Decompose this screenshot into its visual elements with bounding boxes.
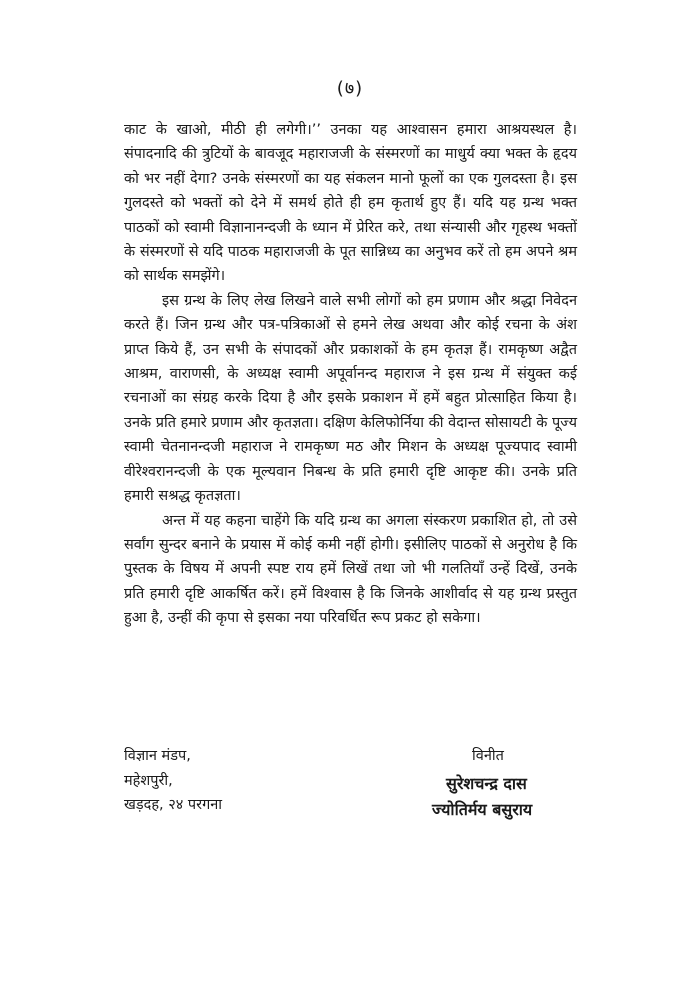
place-line-2: महेशपुरी, xyxy=(124,772,173,789)
place-line-1: विज्ञान मंडप, xyxy=(124,748,191,764)
page-number: (७) xyxy=(336,78,364,99)
body-text xyxy=(124,118,577,631)
paragraph-3: अन्त में यह कहना चाहेंगे कि यदि ग्रन्थ का अगला संस्करण प्रकाशित हो, तो उसे सर्वांग सुन्दर बनाने के प्रयास में कोई कमी नहीं होगी। इसीलिए पाठकों से अनुरोध है कि पुस्तक के विषय में अपनी स्पष्ट राय हमें लिखें तथा जो भी गलतियाँ उन्हें दिखें, उनके प्रति हमारी दृष्टि आकर्षित करें। हमें विश्वास है कि जिनके आशीर्वाद से यह ग्रन्थ प्रस्तुत हुआ है, उन्हीं की कृपा से इसका नया परिवर्धित रूप प्रकट हो सकेगा। xyxy=(124,512,577,627)
paragraph-2: इस ग्रन्थ के लिए लेख लिखने वाले सभी लोगों को हम प्रणाम और श्रद्धा निवेदन करते हैं। जिन ग्रन्थ और पत्र-पत्रिकाओं से हमने लेख अथवा और कोई रचना के अंश प्राप्त किये हैं, उन सभी के संपादकों और प्रकाशकों के हम कृतज्ञ हैं। रामकृष्ण अद्वैत आश्रम, वाराणसी, के अध्यक्ष स्वामी अपूर्वानन्द महाराज ने इस ग्रन्थ में संयुक्त कई रचनाओं का संग्रह करके दिया है और इसके प्रकाशन में हमें बहुत प्रोत्साहित किया है। उनके प्रति हमारे प्रणाम और कृतज्ञता। दक्षिण केलिफोर्निया की वेदान्त सोसायटी के पूज्य स्वामी चेतनानन्दजी महाराज ने रामकृष्ण मठ और मिशन के अध्यक्ष पूज्यपाद स्वामी वीरेश्वरानन्दजी के एक मूल्यवान निबन्ध के प्रति हमारी दृष्टि आकृष्ट की। उनके प्रति हमारी सश्रद्ध कृतज्ञता। xyxy=(124,292,577,505)
place-address xyxy=(124,744,222,818)
paragraph-1: काट के खाओ, मीठी ही लगेगी।’’ उनका यह आश्वासन हमारा आश्रयस्थल है। संपादनादि की त्रुटियों के बावजूद महाराजजी के संस्मरणों का माधुर्य क्या भक्त के हृदय को भर नहीं देगा? उनके संस्मरणों का यह संकलन मानो फूलों का एक गुलदस्ता है। इस गुलदस्ते को भक्तों को देने में समर्थ होते ही हम कृतार्थ हुए हैं। यदि यह ग्रन्थ भक्त पाठकों को स्वामी विज्ञानानन्दजी के ध्यान में प्रेरित करे, तथा संन्यासी और गृहस्थ भक्तों के संस्मरणों से यदि पाठक महाराजजी के पूत सान्निध्य का अनुभव करें तो हम अपने श्रम को सार्थक समझेंगे। xyxy=(124,122,577,285)
closing-word: विनीत xyxy=(472,748,504,764)
place-line-3: खड़दह, २४ परगना xyxy=(124,797,223,813)
signer-name-2: ज्योतिर्मय बसुराय xyxy=(432,800,533,819)
signer-name-1: सुरेशचन्द्र दास xyxy=(446,774,527,793)
signoff-block xyxy=(124,744,577,834)
